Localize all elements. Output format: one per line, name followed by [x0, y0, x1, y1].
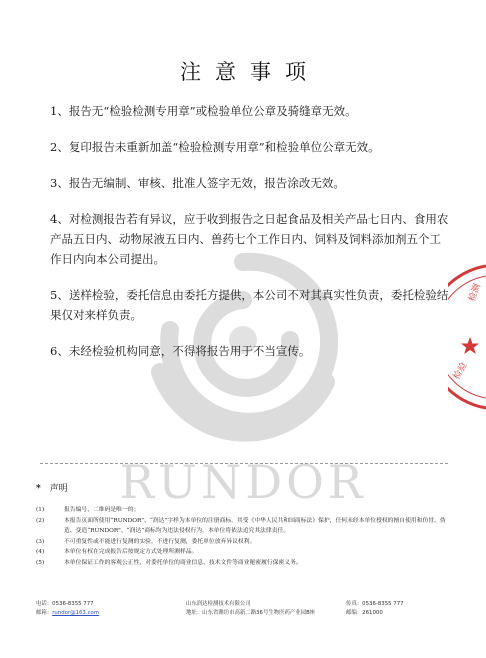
declaration-item	[36, 558, 456, 569]
notice-item: 1、报告无“检验检测专用章”或检验单位公章及骑缝章无效。	[50, 104, 357, 118]
footer-company: 山东润达检测技术有限公司	[186, 601, 251, 607]
footer-email-label: 邮箱：	[36, 610, 53, 616]
seal-stamp-inner-ring	[448, 276, 486, 398]
declaration-heading-label: 声明	[49, 484, 68, 494]
seal-star-icon	[461, 337, 479, 354]
declaration-item-number: (2)	[36, 517, 45, 524]
notice-item: 2、复印报告未重新加盖“检验检测专用章”和检验单位公章无效。	[50, 140, 380, 154]
footer-postcode: 邮编：261000	[346, 610, 383, 616]
footer-row	[36, 609, 456, 618]
declaration-item	[36, 537, 456, 548]
seal-stamp-text-top: 检测	[467, 282, 483, 304]
declaration-item-number: (1)	[36, 507, 45, 513]
declaration-item-text: 不可重复性或不能进行复测的实验，不进行复测，委托单位放弃异议权利。	[64, 538, 256, 545]
notice-item: 6、未经检验机构同意，不得将报告用于不当宣传。	[50, 344, 311, 358]
notice-item: 5、送样检验，委托信息由委托方提供，本公司不对其真实性负责，委托检验结果仅对来样负责。	[50, 288, 449, 322]
declaration-item-text: 报告编号、二维码是唯一的；	[64, 507, 140, 513]
declaration-item-text: 本单位保证工作的客观公正性，对委托单位的商业信息、技术文件等商业秘密履行保密义务。	[64, 559, 302, 566]
footer-row	[36, 600, 456, 609]
declaration-item-number: (4)	[36, 549, 45, 555]
notice-item: 3、报告无编制、审核、批准人签字无效，报告涂改无效。	[50, 176, 345, 190]
declaration-item	[36, 547, 456, 558]
declaration-item-text: 本单位有权在完成报告后按规定方式处理所测样品。	[64, 549, 198, 555]
declaration-item-number: (3)	[36, 538, 45, 545]
footer-phone: 电话：0536-8355 777	[36, 601, 94, 607]
declaration-item	[36, 505, 456, 516]
section-divider	[40, 463, 448, 464]
seal-stamp	[448, 262, 486, 412]
contact-footer	[36, 600, 456, 618]
declaration-item-text: 本报告页面所使用“RUNDOR”、“润达”字样为本单位的注册商标，其受《中华人民共和国商标法》保护，任何未经本单位授权的擅自使用和仿冒、伪造、变造“RUNDOR”、“润达”商标均为违法侵权行为，本单位将依法追究其法律责任。	[64, 517, 446, 534]
page-title: 注意事项	[180, 60, 320, 84]
seal-stamp-text-bottom: 检验	[451, 360, 470, 382]
email-link[interactable]: rundor@163.com	[52, 610, 100, 616]
footer-fax: 传真：0536-8355 777	[346, 601, 404, 607]
declaration-heading	[36, 481, 68, 494]
declaration-item	[36, 516, 456, 537]
notice-item: 4、对检测报告若有异议，应于收到报告之日起食品及相关产品七日内、食用农产品五日内、动物尿液五日内、兽药七个工作日内、饲料及饲料添加剂五个工作日内向本公司提出。	[50, 212, 449, 266]
declaration-list	[36, 505, 456, 568]
notice-list	[50, 101, 450, 377]
footer-address: 地址：山东省潍坊市高新二路36号生物医药产业园B座	[186, 610, 316, 616]
declaration-item-number: (5)	[36, 559, 45, 566]
asterisk-icon: *	[36, 484, 41, 494]
watermark-brand-text: RUNDOR	[119, 455, 367, 509]
footer-email	[36, 609, 176, 618]
